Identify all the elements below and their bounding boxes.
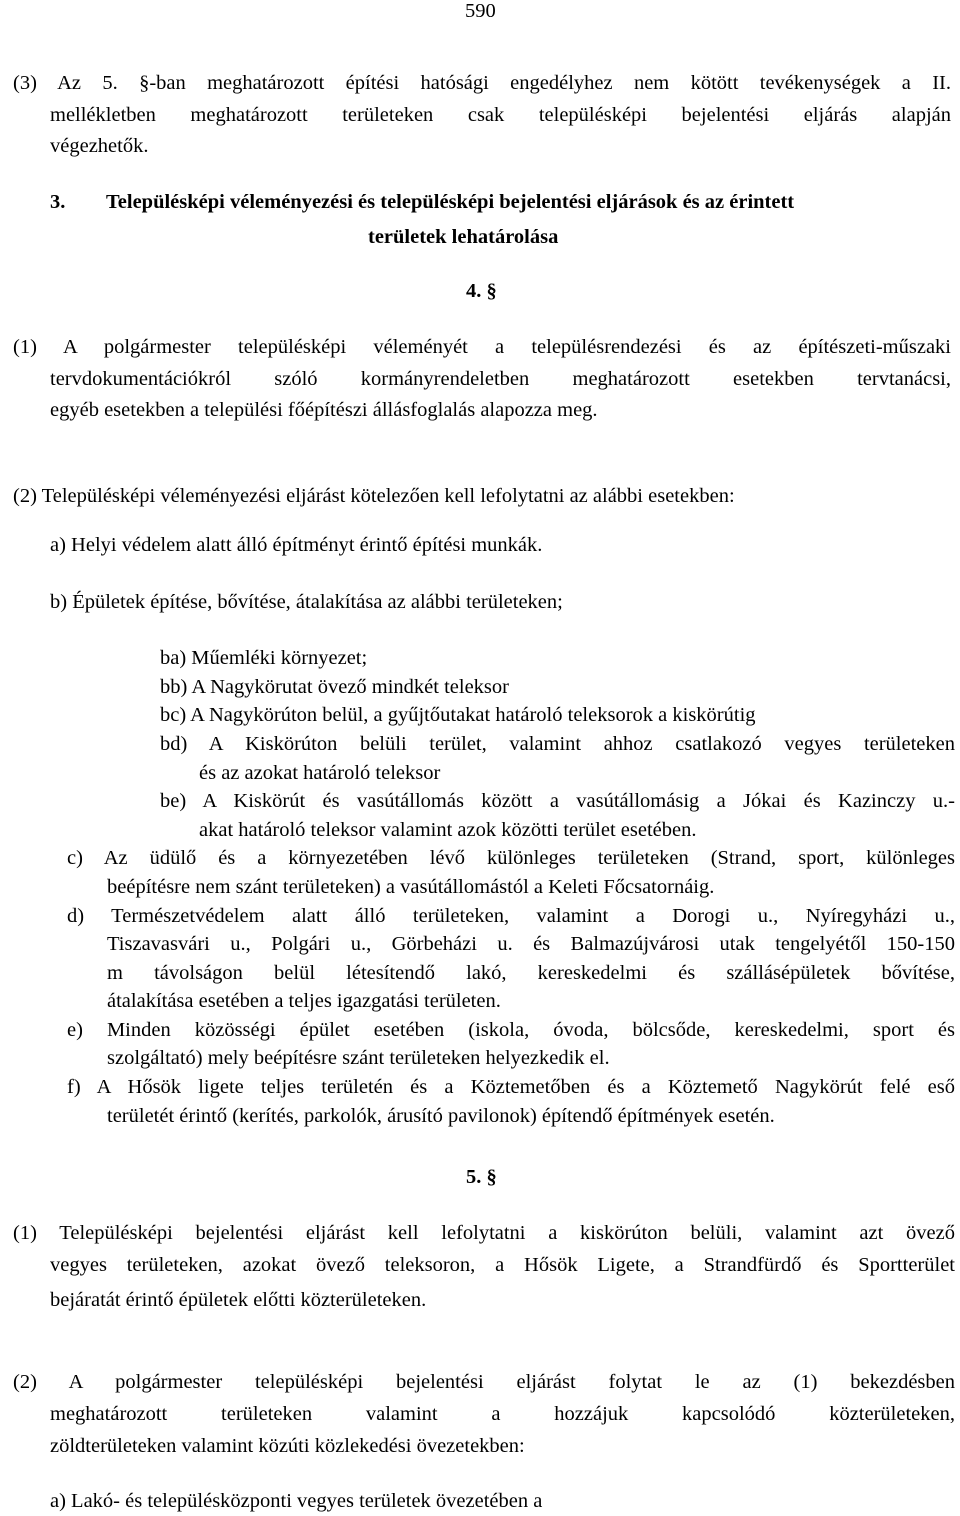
chapter-title: Településképi véleményezési és településképi bejelentési eljárások és az érintett [106,191,795,213]
paragraph-line: (1) Településképi bejelentési eljárást kell lefolytatni a kiskörúton belüli, valamint azt övező [13,1222,955,1244]
paragraph-line: (1) A polgármester településképi véleményét a településrendezési és az építészeti-műszaki [13,336,951,358]
sub-list-item: ba) Műemléki környezet; [160,647,368,669]
sub-list-item: bb) A Nagykörutat övező mindkét teleksor [160,676,509,698]
paragraph-line: vegyes területeken, azokat övező teleksoron, a Hősök Ligete, a Strandfürdő és Sportterület [50,1254,955,1276]
paragraph-line: meghatározott területeken valamint a hozzájuk kapcsolódó közterületeken, [50,1403,955,1425]
list-item: c) Az üdülő és a környezetében lévő különleges területeken (Strand, sport, különleges [67,847,955,869]
chapter-number: 3. [50,191,66,213]
sub-list-item: bd) A Kiskörúton belüli terület, valamint ahhoz csatlakozó vegyes területeken [160,733,955,755]
list-item: b) Épületek építése, bővítése, átalakítása az alábbi területeken; [50,591,563,613]
list-item: m távolságon belül létesítendő lakó, kereskedelmi és szállásépületek bővítése, [107,962,955,984]
paragraph-line: (2) Településképi véleményezési eljárást kötelezően kell lefolytatni az alábbi esetekben: [13,485,735,507]
paragraph-line: zöldterületeken valamint közúti közlekedési övezetekben: [50,1435,525,1457]
list-item: a) Helyi védelem alatt álló építményt érintő építési munkák. [50,534,543,556]
intro-paragraph-line: végezhetők. [50,135,149,157]
list-item: beépítésre nem szánt területeken) a vasútállomástól a Keleti Főcsatornáig. [107,876,715,898]
list-item: területét érintő (kerítés, parkolók, árusító pavilonok) építendő építmények esetén. [107,1105,775,1127]
page-number: 590 [465,0,496,22]
intro-paragraph-line: mellékletben meghatározott területeken csak településképi bejelentési eljárás alapján [50,104,951,126]
paragraph-line: egyéb esetekben a települési főépítészi állásfoglalás alapozza meg. [50,399,598,421]
list-item: átalakítása esetében a teljes igazgatási területen. [107,990,501,1012]
sub-list-item: és az azokat határoló teleksor [199,762,441,784]
list-item: f) A Hősök ligete teljes területén és a Köztemetőben és a Köztemető Nagykörút felé eső [67,1076,955,1098]
list-item: d) Természetvédelem alatt álló területeken, valamint a Dorogi u., Nyíregyházi u., [67,905,955,927]
sub-list-item: be) A Kiskörút és vasútállomás között a vasútállomásig a Jókai és Kazinczy u.- [160,790,955,812]
sub-list-item: bc) A Nagykörúton belül, a gyűjtőutakat határoló teleksorok a kiskörútig [160,704,756,726]
list-item: a) Lakó- és településközponti vegyes területek övezetében a [50,1490,543,1512]
list-item: szolgáltató) mely beépítésre szánt területeken helyezkedik el. [107,1047,610,1069]
section-heading: 5. § [466,1166,497,1188]
intro-paragraph-line: (3) Az 5. §-ban meghatározott építési hatósági engedélyhez nem kötött tevékenységek a II. [13,72,951,94]
list-item: Tiszavasvári u., Polgári u., Görbeházi u. és Balmazújvárosi utak tengelyétől 150-150 [107,933,955,955]
chapter-title: területek lehatárolása [368,226,559,248]
list-item: e) Minden közösségi épület esetében (iskola, óvoda, bölcsőde, kereskedelmi, sport és [67,1019,955,1041]
sub-list-item: akat határoló teleksor valamint azok közötti terület esetében. [199,819,697,841]
paragraph-line: bejáratát érintő épületek előtti közterületeken. [50,1289,427,1311]
paragraph-line: tervdokumentációkról szóló kormányrendeletben meghatározott esetekben tervtanácsi, [50,368,951,390]
section-heading: 4. § [466,280,497,302]
paragraph-line: (2) A polgármester településképi bejelentési eljárást folytat le az (1) bekezdésben [13,1371,955,1393]
